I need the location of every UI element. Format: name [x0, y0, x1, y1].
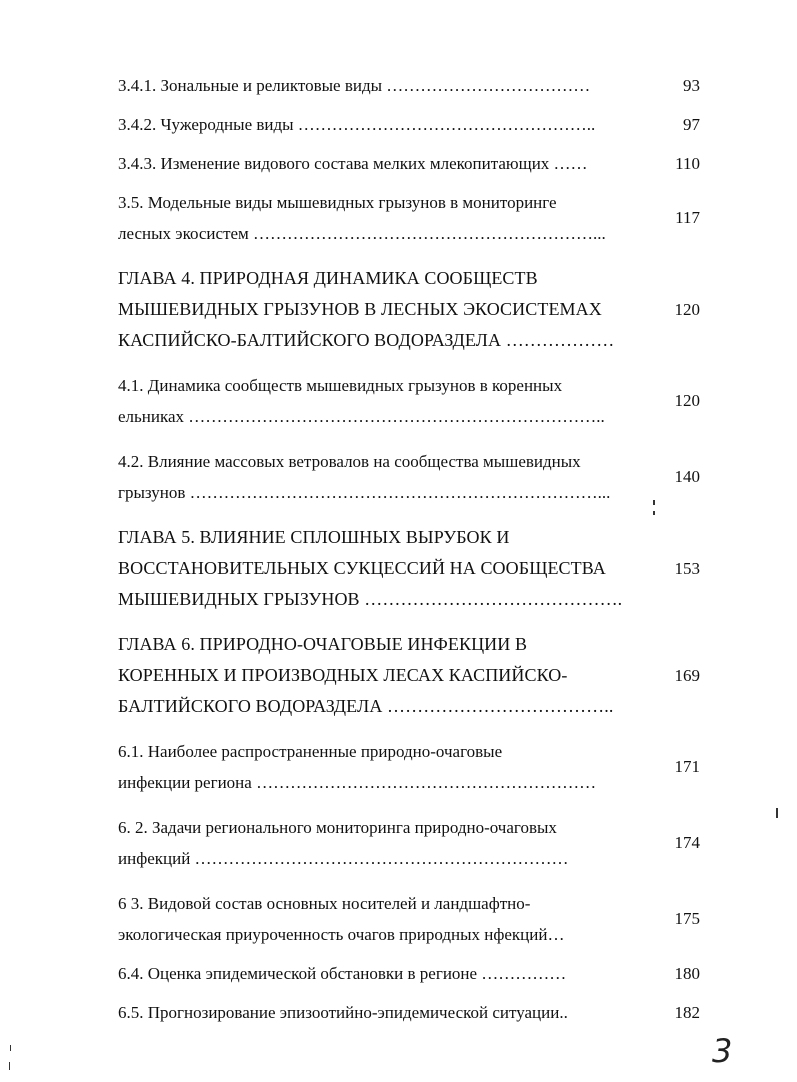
toc-entry-title — [118, 888, 646, 950]
handwritten-page-number: 3 — [712, 1032, 733, 1070]
toc-line: 4.2. Влияние массовых ветровалов на сообщества мышевидных — [118, 452, 581, 471]
toc-page-number: 169 — [674, 665, 700, 685]
scan-speck — [10, 1045, 11, 1051]
toc-entry-title — [118, 522, 646, 615]
toc-entry-title — [118, 629, 646, 722]
toc-page-number: 140 — [674, 467, 700, 486]
toc-entry — [118, 70, 718, 101]
toc-entry-title — [118, 997, 646, 1028]
toc-entry-title — [118, 263, 646, 356]
toc-line: КАСПИЙСКО-БАЛТИЙСКОГО ВОДОРАЗДЕЛА ……………… — [118, 330, 615, 350]
toc-entry — [118, 148, 718, 179]
toc-line: МЫШЕВИДНЫХ ГРЫЗУНОВ ……………………………………. — [118, 589, 623, 609]
toc-entry-title — [118, 370, 646, 432]
toc-entry — [118, 958, 718, 989]
toc-entry-title — [118, 736, 646, 798]
toc-line: экологическая приуроченность очагов природных нфекций… — [118, 925, 565, 944]
toc-line: КОРЕННЫХ И ПРОИЗВОДНЫХ ЛЕСАХ КАСПИЙСКО- — [118, 665, 568, 685]
toc-line: 6.1. Наиболее распространенные природно-очаговые — [118, 742, 503, 761]
toc-entry-title — [118, 109, 646, 140]
toc-line: МЫШЕВИДНЫХ ГРЫЗУНОВ В ЛЕСНЫХ ЭКОСИСТЕМАХ — [118, 299, 602, 319]
toc-line: лесных экосистем ……………………………………………………... — [118, 224, 606, 243]
toc-line: ГЛАВА 5. ВЛИЯНИЕ СПЛОШНЫХ ВЫРУБОК И — [118, 527, 510, 547]
toc-line: ВОССТАНОВИТЕЛЬНЫХ СУКЦЕССИЙ НА СООБЩЕСТВА — [118, 558, 606, 578]
toc-line: 3.5. Модельные виды мышевидных грызунов в мониторинге — [118, 193, 557, 212]
table-of-contents — [118, 70, 718, 1028]
toc-line: 6. 2. Задачи регионального мониторинга природно-очаговых — [118, 818, 557, 837]
toc-page-number: 180 — [674, 963, 700, 983]
toc-entry — [118, 997, 718, 1028]
toc-line: 6.4. Оценка эпидемической обстановки в регионе …………… — [118, 964, 567, 983]
toc-entry-title — [118, 446, 646, 508]
scan-speck — [9, 1062, 10, 1070]
toc-page-number: 153 — [674, 558, 700, 578]
toc-line: БАЛТИЙСКОГО ВОДОРАЗДЕЛА ……………………………….. — [118, 696, 614, 716]
toc-line: 6 3. Видовой состав основных носителей и ландшафтно- — [118, 894, 531, 913]
toc-page-number: 182 — [674, 1002, 700, 1022]
toc-entry-title — [118, 187, 646, 249]
toc-chapter-entry — [118, 522, 718, 615]
toc-entry — [118, 736, 718, 798]
toc-page-number: 175 — [674, 909, 700, 928]
toc-chapter-entry — [118, 629, 718, 722]
toc-entry — [118, 370, 718, 432]
toc-page-number: 110 — [675, 153, 700, 173]
toc-entry-title — [118, 958, 646, 989]
toc-line: 3.4.3. Изменение видового состава мелких млекопитающих …… — [118, 154, 588, 173]
toc-line: ГЛАВА 4. ПРИРОДНАЯ ДИНАМИКА СООБЩЕСТВ — [118, 268, 538, 288]
toc-line: грызунов ………………………………………………………………... — [118, 483, 611, 502]
toc-line: инфекций ………………………………………………………… — [118, 849, 569, 868]
toc-line: инфекции региона …………………………………………………… — [118, 773, 597, 792]
toc-entry-title — [118, 148, 646, 179]
toc-entry — [118, 446, 718, 508]
scan-speck — [653, 511, 655, 515]
scan-speck — [653, 500, 655, 505]
toc-line: ГЛАВА 6. ПРИРОДНО-ОЧАГОВЫЕ ИНФЕКЦИИ В — [118, 634, 528, 654]
toc-page-number: 171 — [674, 757, 700, 776]
toc-page-number: 93 — [683, 75, 700, 95]
toc-entry — [118, 888, 718, 950]
toc-page-number: 117 — [675, 208, 700, 227]
toc-page-number: 174 — [674, 833, 700, 852]
toc-entry — [118, 812, 718, 874]
toc-chapter-entry — [118, 263, 718, 356]
toc-page-number: 120 — [674, 391, 700, 410]
toc-entry — [118, 187, 718, 249]
toc-page-number: 97 — [683, 114, 700, 134]
toc-line: 6.5. Прогнозирование эпизоотийно-эпидемической ситуации.. — [118, 1003, 568, 1022]
toc-line: 3.4.1. Зональные и реликтовые виды ……………………………… — [118, 76, 591, 95]
toc-line: ельниках ……………………………………………………………….. — [118, 407, 605, 426]
toc-page-number: 120 — [674, 299, 700, 319]
toc-entry-title — [118, 70, 646, 101]
toc-line: 4.1. Динамика сообществ мышевидных грызунов в коренных — [118, 376, 563, 395]
toc-entry-title — [118, 812, 646, 874]
toc-entry — [118, 109, 718, 140]
toc-line: 3.4.2. Чужеродные виды …………………………………………….. — [118, 115, 596, 134]
scan-speck — [776, 808, 778, 818]
